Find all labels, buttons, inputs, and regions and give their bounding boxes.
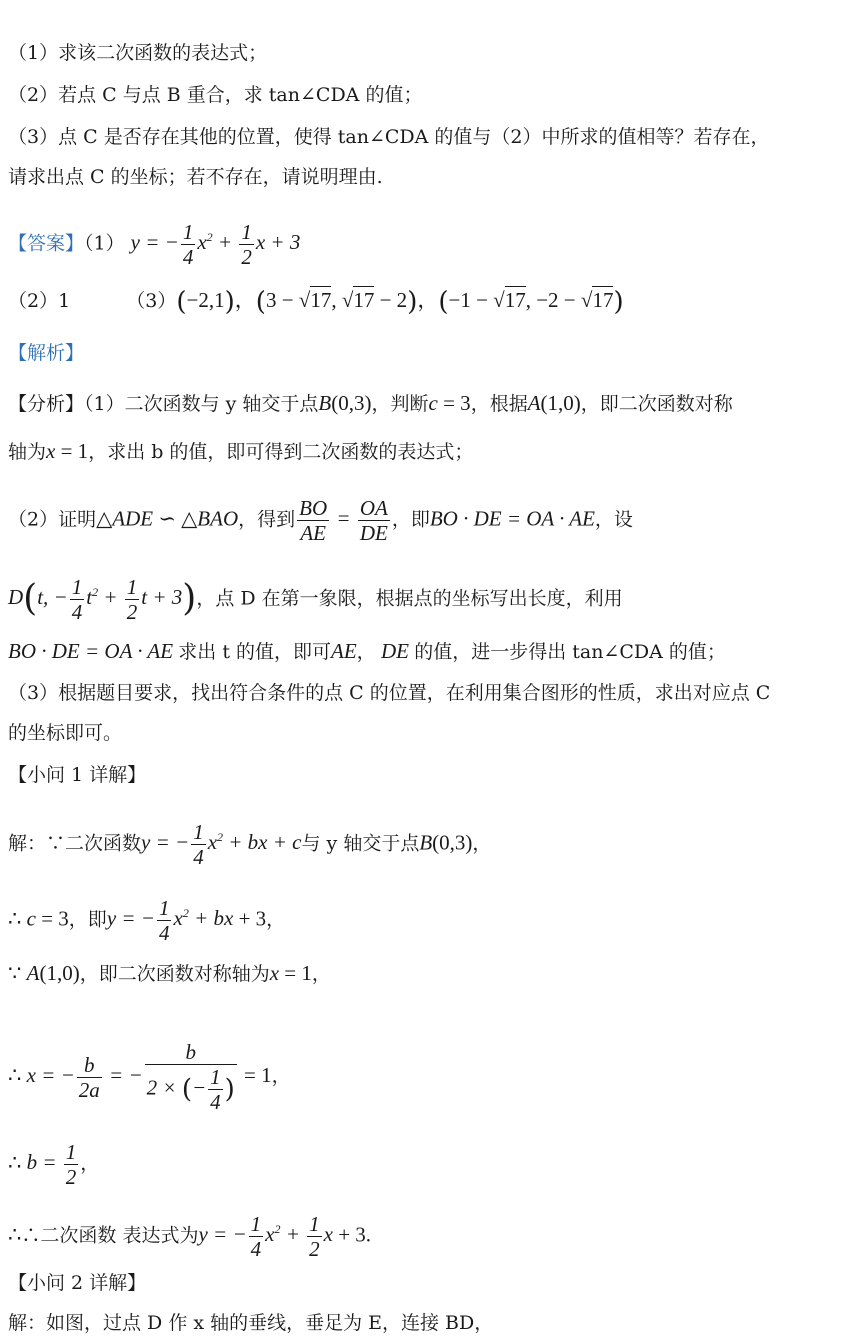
sub-2-tag: 【小问 2 详解】 [8,1272,147,1294]
question-1: （1）求该二次函数的表达式； [8,42,268,64]
analysis-text: 求出 t 的值，即可 [178,641,332,663]
analysis-text: （2）证明 [8,508,97,531]
analysis-part-1-line-2: 轴为x = 1，求出 b 的值，即可得到二次函数的表达式； [8,439,474,463]
solution-2-line-1: 解：如图，过点 D 作 x 轴的垂线，垂足为 E，连接 BD， [8,1312,494,1334]
sub-1-tag: 【小问 1 详解】 [8,764,147,786]
question-3-line-2: 请求出点 C 的坐标；若不存在，请说明理由. [8,166,383,188]
solution-1-line-3: ∵ A(1,0)，即二次函数对称轴为x = 1， [8,961,331,985]
analysis-text: ，得到 [238,508,296,531]
analysis-text: ，根据 [470,393,528,415]
fenxi-tag: 【分析】 [8,393,85,415]
analysis-text: ，设 [594,508,633,531]
analysis-text: （1）二次函数与 y 轴交于点 [84,393,319,415]
analysis-part-2-line-2: D(t, − $\frac{1}{4}$ $t^2$ + $\frac{1}{2}$ t + 3)，点 D 在第一象限，根据点的坐标写出长度，利用 [8,575,623,624]
solution-text: ，即二次函数对称轴为 [79,963,270,985]
analysis-part-2-line-1: （2）证明△ADE ∽ △BAO，得到 $\frac{BO}{AE}$ = $\frac{OA}{DE}$ ，即BO · DE = OA · AE，设 [8,496,633,545]
solution-1-line-2: ∴ c = 3，即y = − $\frac{1}{4}$ $x^2$ + bx + 3， [8,896,286,945]
analysis-part-2-line-3: BO · DE = OA · AE 求出 t 的值，即可AE， DE 的值，进一步得出 tan∠CDA 的值； [8,639,726,663]
answer-line-2 [8,287,624,318]
answer-tag: 【答案】 [8,232,85,255]
solution-1-line-5: ∴ b = $\frac{1}{2}$ ， [8,1140,100,1189]
answer-1-expression: y = − $\frac{1}{4}$ $x^2$ + $\frac{1}{2}$ x + 3 [130,220,301,269]
answer-line-1 [8,220,300,269]
analysis-tag: 【解析】 [8,342,85,364]
analysis-text: ，点 D 在第一象限，根据点的坐标写出长度，利用 [196,587,623,610]
answer-2-label: （2）1 [8,290,71,312]
analysis-text: ，判断 [371,393,429,415]
answer-1-label: （1） [84,232,125,255]
analysis-text: 轴为 [8,441,47,463]
solution-text: ∴二次函数 [21,1224,117,1247]
analysis-part-3-line-2: 的坐标即可。 [8,722,123,744]
analysis-part-1-line-1: 【分析】（1）二次函数与 y 轴交于点B(0,3)，判断c = 3，根据A(1,0)，即二次函数对称 [8,391,733,415]
answer-3-coordinates: (−2,1)，(3 − √17, √17 − 2)，(−1 − √17, −2 − √17) [176,287,624,318]
answer-3-label: （3） [126,290,177,312]
solution-text: 与 y 轴交于点 [301,832,420,855]
analysis-text: ， [356,641,376,663]
analysis-part-3-line-1: （3）根据题目要求，找出符合条件的点 C 的位置，在利用集合图形的性质，求出对应点 C [8,682,771,704]
solution-1-line-6: ∴∴二次函数 表达式为y = − $\frac{1}{4}$ $x^2$ + $\frac{1}{2}$ x + 3. [8,1212,372,1261]
question-2: （2）若点 C 与点 B 重合，求 tan∠CDA 的值； [8,84,423,106]
question-3-line-1: （3）点 C 是否存在其他的位置，使得 tan∠CDA 的值与（2）中所求的值相等？若存在， [8,126,770,148]
analysis-text: 的值，进一步得出 tan∠CDA 的值； [414,641,726,663]
solution-text: 解：∵二次函数 [8,832,142,855]
analysis-text: ，求出 b 的值，即可得到二次函数的表达式； [88,441,474,463]
solution-text: ，即 [68,908,107,931]
solution-1-line-1: 解：∵二次函数y = − $\frac{1}{4}$ $x^2$ + bx + c与 y 轴交于点B(0,3)， [8,820,492,869]
analysis-text: ，即 [391,508,430,531]
solution-1-line-4: ∴ x = − $\frac{b}{2a}$ = − b 2 × (− $\frac{1}{4}$ ) = 1， [8,1040,291,1114]
solution-text: 表达式为 [122,1224,199,1247]
analysis-text: ，即二次函数对称 [580,393,733,415]
